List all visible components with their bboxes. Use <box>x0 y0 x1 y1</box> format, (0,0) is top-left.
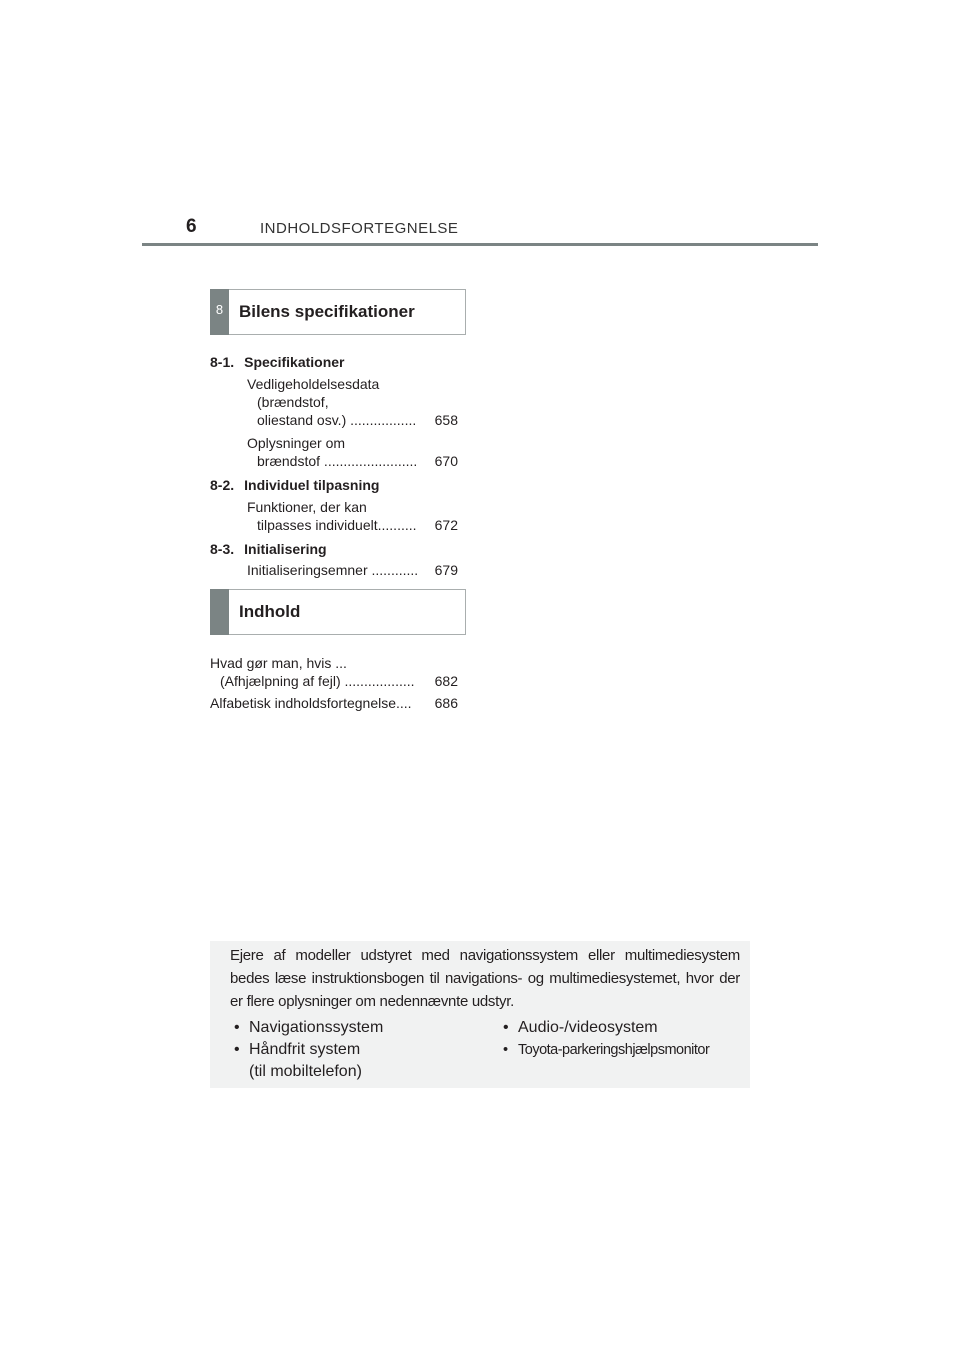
page-ref: 686 <box>434 695 458 711</box>
toc-entry-line: Funktioner, der kan <box>247 499 367 515</box>
toc-entry[interactable] <box>247 498 458 534</box>
toc-entry[interactable] <box>247 561 458 579</box>
section-number: 8 <box>215 302 224 317</box>
bullet-item <box>503 1017 658 1039</box>
header-rule <box>142 243 818 246</box>
navigation-note-box <box>210 941 750 1088</box>
toc-entry-line: oliestand osv.) ................. <box>257 412 417 428</box>
page-ref: 670 <box>434 453 458 469</box>
chapter-8-2[interactable] <box>210 476 379 494</box>
toc-entry-line: (brændstof, <box>257 394 329 410</box>
chapter-label: 8-1. <box>210 354 235 370</box>
chapter-label: 8-2. <box>210 477 235 493</box>
bullet-item <box>234 1017 383 1039</box>
page-ref: 672 <box>434 517 458 533</box>
section-8-heading <box>210 289 466 335</box>
toc-entry-line: Initialiseringsemner ............ <box>247 562 419 578</box>
toc-entry-line: Vedligeholdelsesdata <box>247 376 380 392</box>
toc-entry-line: tilpasses individuelt.......... <box>257 517 417 533</box>
bullet-icon: • <box>234 1041 240 1058</box>
running-title: INDHOLDSFORTEGNELSE <box>260 220 459 237</box>
bullet-icon: • <box>234 1019 240 1036</box>
page-number: 6 <box>186 216 197 237</box>
toc-entry-line: brændstof ........................ <box>257 453 418 469</box>
section-title: Bilens specifikationer <box>239 302 415 321</box>
bullet-icon: • <box>503 1019 509 1036</box>
toc-entry[interactable] <box>247 375 458 429</box>
bullet-text: Håndfrit system <box>249 1041 361 1058</box>
chapter-title: Initialisering <box>244 541 327 557</box>
bullet-continuation: (til mobiltelefon) <box>249 1063 362 1080</box>
page-ref: 682 <box>434 673 458 689</box>
chapter-title: Individuel tilpasning <box>244 477 380 493</box>
page-ref: 658 <box>434 412 458 428</box>
toc-entry-line: (Afhjælpning af fejl) .................. <box>220 673 415 689</box>
note-text: Ejere af modeller udstyret med navigationssystem eller multimediesystem bedes læse instruktionsbogen til navigations- og multimediesystemet, hvor der er flere oplysninger om nedennævnte udstyr. <box>230 947 740 1010</box>
toc-entry[interactable] <box>247 434 458 470</box>
bullet-text: Audio-/videosystem <box>518 1019 658 1036</box>
page-ref: 679 <box>434 562 458 578</box>
toc-entry-line: Hvad gør man, hvis ... <box>210 655 347 671</box>
contents-heading <box>210 589 466 635</box>
toc-entry-line: Oplysninger om <box>247 435 346 451</box>
contents-title: Indhold <box>239 602 301 621</box>
section-tab <box>210 589 229 635</box>
toc-entry[interactable] <box>210 654 458 690</box>
section-tab <box>210 289 229 335</box>
chapter-8-3[interactable] <box>210 540 327 558</box>
bullet-item <box>234 1039 360 1061</box>
bullet-item <box>503 1039 709 1061</box>
bullet-icon: • <box>503 1042 508 1058</box>
toc-entry-line: Alfabetisk indholdsfortegnelse.... <box>210 695 412 711</box>
chapter-8-1[interactable] <box>210 353 345 371</box>
chapter-title: Specifikationer <box>244 354 345 370</box>
chapter-label: 8-3. <box>210 541 235 557</box>
bullet-text: Toyota-parkeringshjælpsmonitor <box>518 1042 710 1058</box>
toc-entry[interactable] <box>210 694 458 712</box>
bullet-text: Navigationssystem <box>249 1019 384 1036</box>
